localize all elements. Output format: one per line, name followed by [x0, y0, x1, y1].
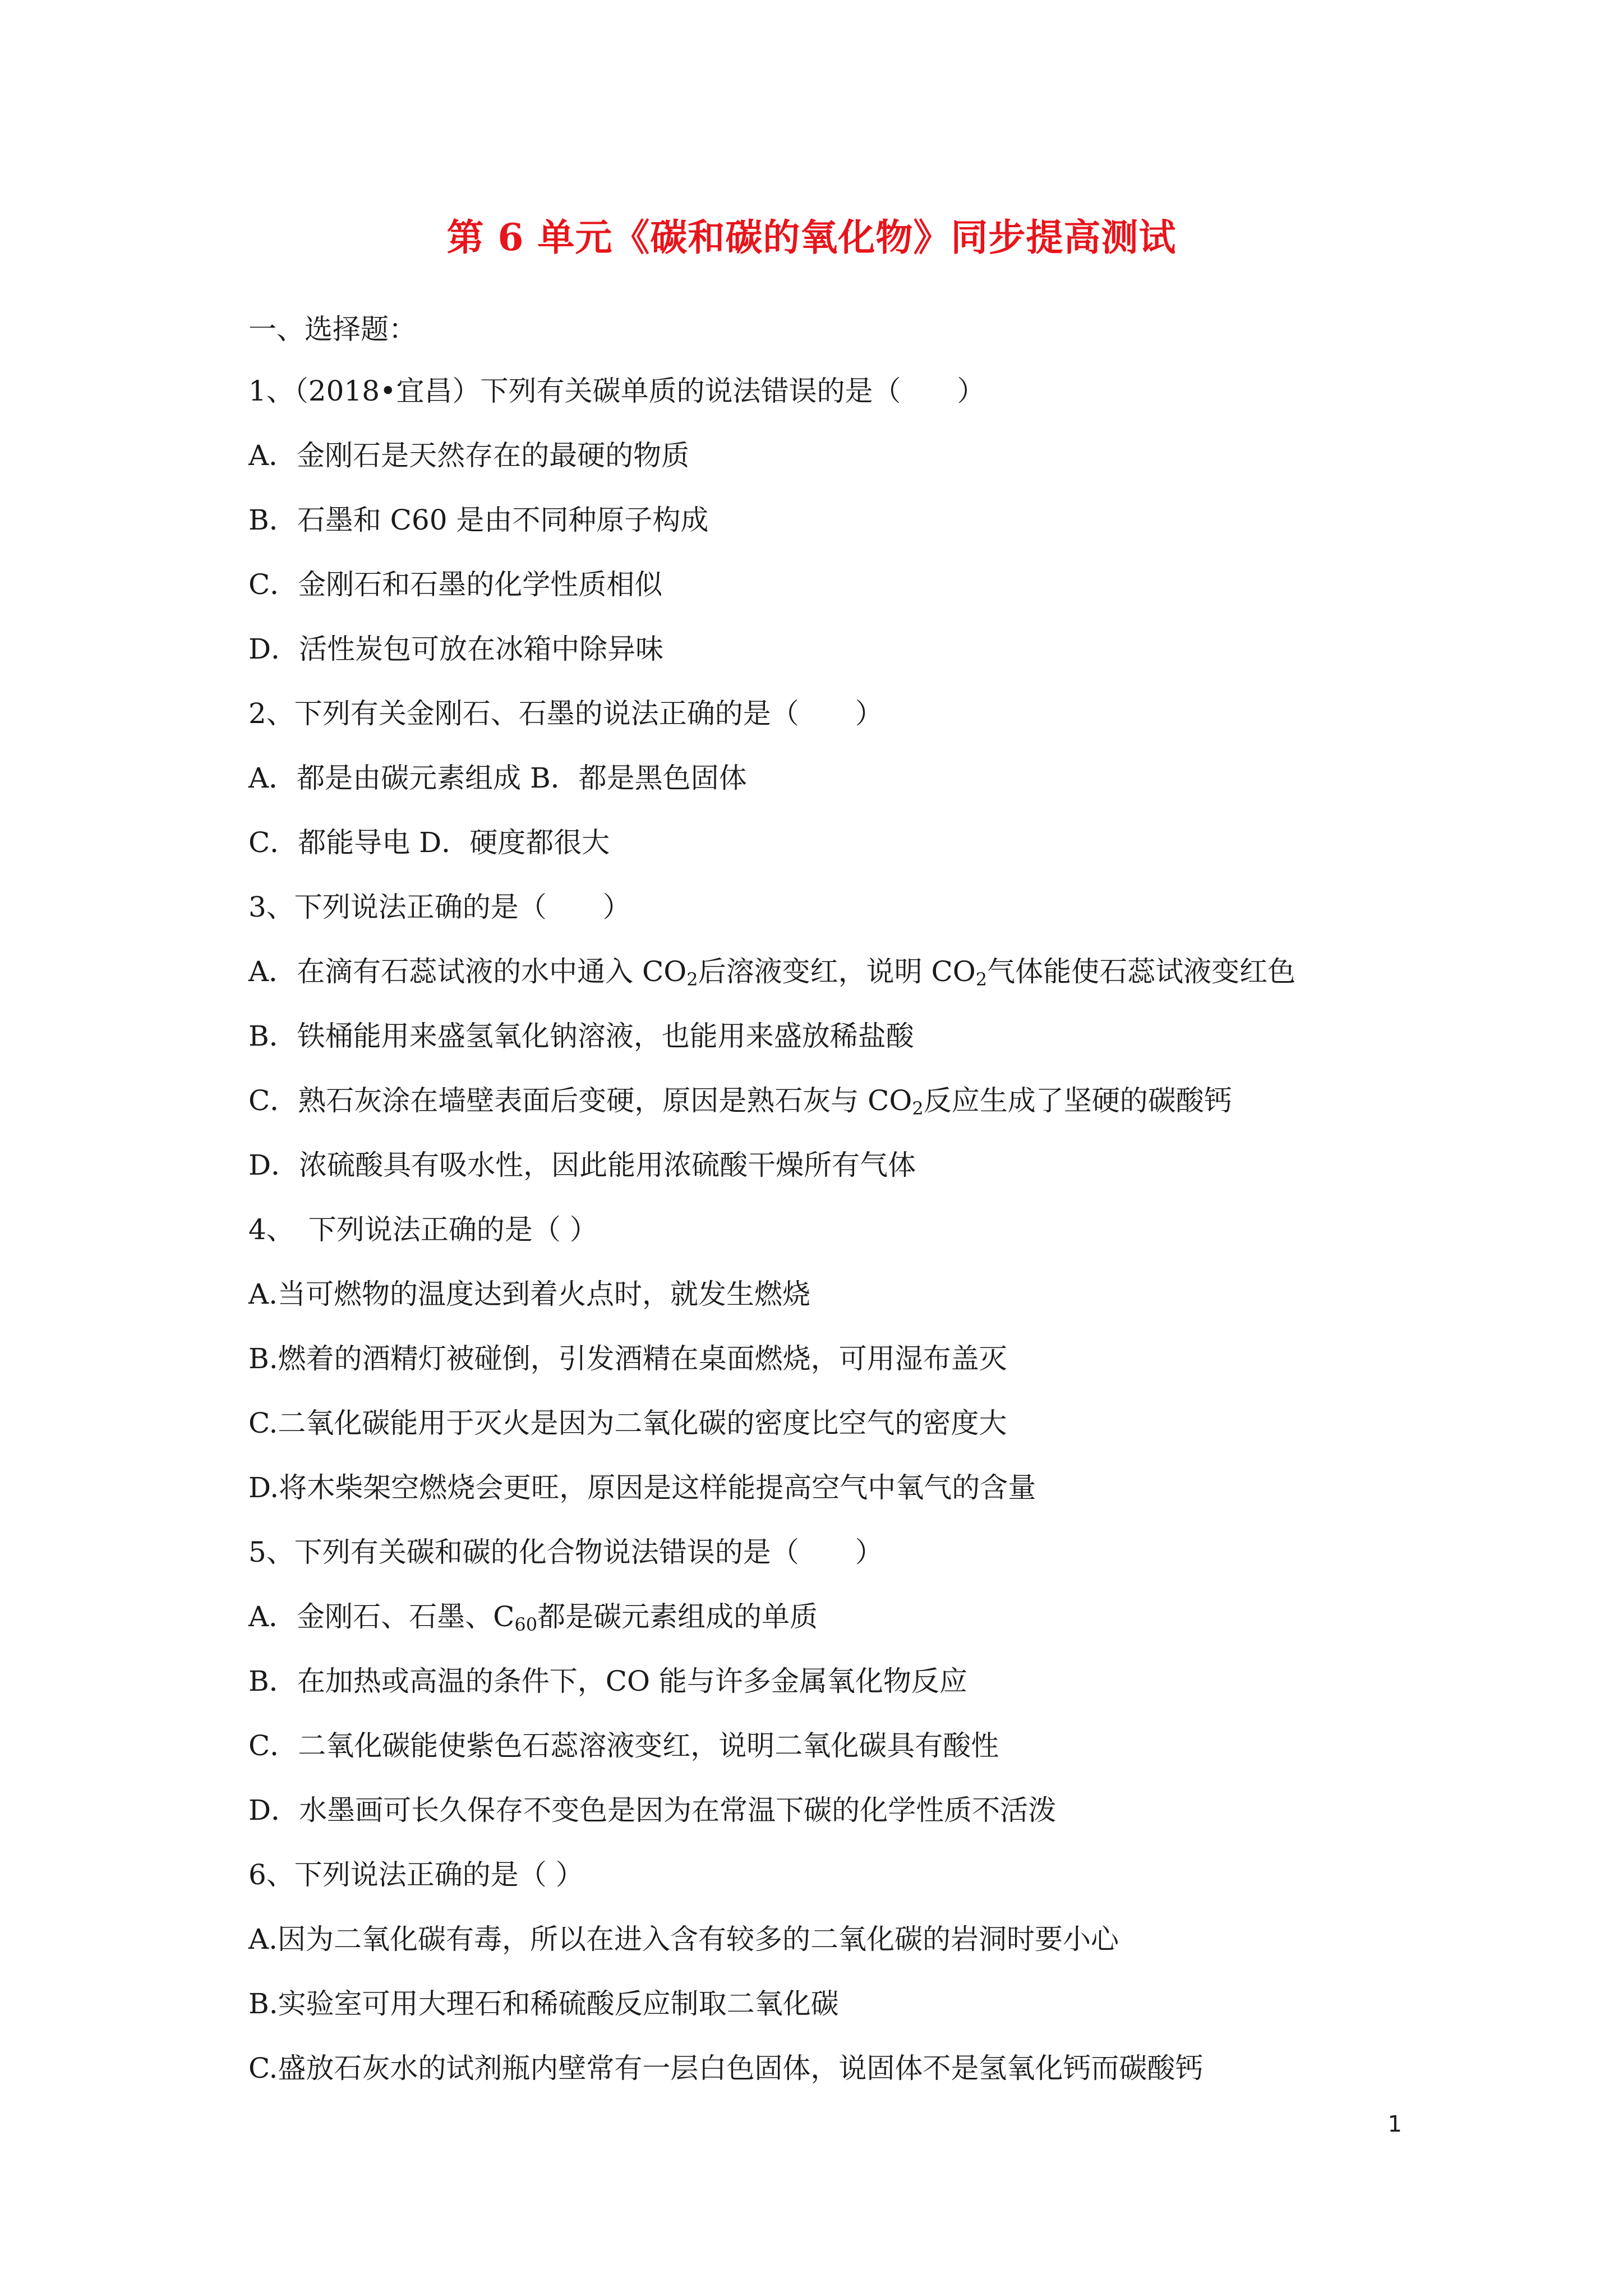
- question-list: [248, 297, 1426, 2101]
- question-5-option-a-subscript-1: 60: [514, 1614, 538, 1635]
- question-3-option-a-text-1: A．在滴有石蕊试液的水中通入 CO: [248, 955, 687, 988]
- question-3-option-a: [248, 940, 1426, 1004]
- question-1-option-a: A．金刚石是天然存在的最硬的物质: [248, 439, 690, 472]
- question-1-stem: 1、（2018•宜昌）下列有关碳单质的说法错误的是（ ）: [248, 375, 985, 407]
- question-6-option-c: C.盛放石灰水的试剂瓶内壁常有一层白色固体，说固体不是氢氧化钙而碳酸钙: [248, 2052, 1204, 2085]
- question-3-option-a-text-3: 气体能使石蕊试液变红色: [987, 955, 1296, 988]
- question-5-option-a-text-1: A．金刚石、石墨、C: [248, 1600, 515, 1633]
- question-1-option-d: D．活性炭包可放在冰箱中除异味: [248, 633, 664, 665]
- question-3-option-c-text-2: 反应生成了坚硬的碳酸钙: [923, 1084, 1232, 1117]
- question-3-stem: 3、下列说法正确的是（ ）: [248, 891, 631, 923]
- question-6-option-a: A.因为二氧化碳有毒，所以在进入含有较多的二氧化碳的岩洞时要小心: [248, 1923, 1119, 1955]
- question-6-option-b: B.实验室可用大理石和稀硫酸反应制取二氧化碳: [248, 1987, 839, 2020]
- question-5-option-b: B．在加热或高温的条件下，CO 能与许多金属氧化物反应: [248, 1665, 967, 1697]
- question-3-option-a-text-2: 后溶液变红，说明 CO: [698, 955, 976, 988]
- question-6-stem: 6、下列说法正确的是（ ）: [248, 1858, 584, 1891]
- question-2-stem: 2、下列有关金刚石、石墨的说法正确的是（ ）: [248, 697, 883, 730]
- question-2-options-cd: C．都能导电 D．硬度都很大: [248, 826, 610, 859]
- question-3-option-c: [248, 1069, 1426, 1133]
- question-5-option-c: C．二氧化碳能使紫色石蕊溶液变红，说明二氧化碳具有酸性: [248, 1729, 999, 1762]
- question-4-option-b: B.燃着的酒精灯被碰倒，引发酒精在桌面燃烧，可用湿布盖灭: [248, 1342, 1007, 1375]
- question-3-option-b: B．铁桶能用来盛氢氧化钠溶液，也能用来盛放稀盐酸: [248, 1020, 914, 1052]
- section-heading: 一、选择题：: [248, 313, 417, 346]
- question-3-option-c-subscript-1: 2: [912, 1098, 924, 1119]
- question-4-option-d: D.将木柴架空燃烧会更旺，原因是这样能提高空气中氧气的含量: [248, 1471, 1036, 1504]
- question-3-option-a-subscript-1: 2: [686, 969, 698, 990]
- question-3-option-d: D．浓硫酸具有吸水性，因此能用浓硫酸干燥所有气体: [248, 1149, 916, 1181]
- page-title: 第 6 单元《碳和碳的氧化物》同步提高测试: [446, 215, 1177, 259]
- page-number: 1: [1387, 2111, 1402, 2137]
- question-4-option-c: C.二氧化碳能用于灭火是因为二氧化碳的密度比空气的密度大: [248, 1407, 1007, 1439]
- question-5-option-d: D．水墨画可长久保存不变色是因为在常温下碳的化学性质不活泼: [248, 1794, 1057, 1826]
- question-4-option-a: A.当可燃物的温度达到着火点时，就发生燃烧: [248, 1278, 811, 1310]
- question-2-options-ab: A．都是由碳元素组成 B．都是黑色固体: [248, 762, 747, 794]
- question-3-option-c-text-1: C．熟石灰涂在墙壁表面后变硬，原因是熟石灰与 CO: [248, 1084, 912, 1117]
- question-5-option-a: [248, 1585, 1426, 1649]
- question-5-option-a-text-2: 都是碳元素组成的单质: [537, 1600, 818, 1633]
- question-3-option-a-subscript-2: 2: [975, 969, 988, 990]
- question-1-option-c: C．金刚石和石墨的化学性质相似: [248, 568, 663, 601]
- question-5-stem: 5、下列有关碳和碳的化合物说法错误的是（ ）: [248, 1536, 883, 1568]
- question-4-stem: 4、 下列说法正确的是（ ）: [248, 1213, 598, 1246]
- question-1-option-b: B．石墨和 C60 是由不同种原子构成: [248, 504, 709, 536]
